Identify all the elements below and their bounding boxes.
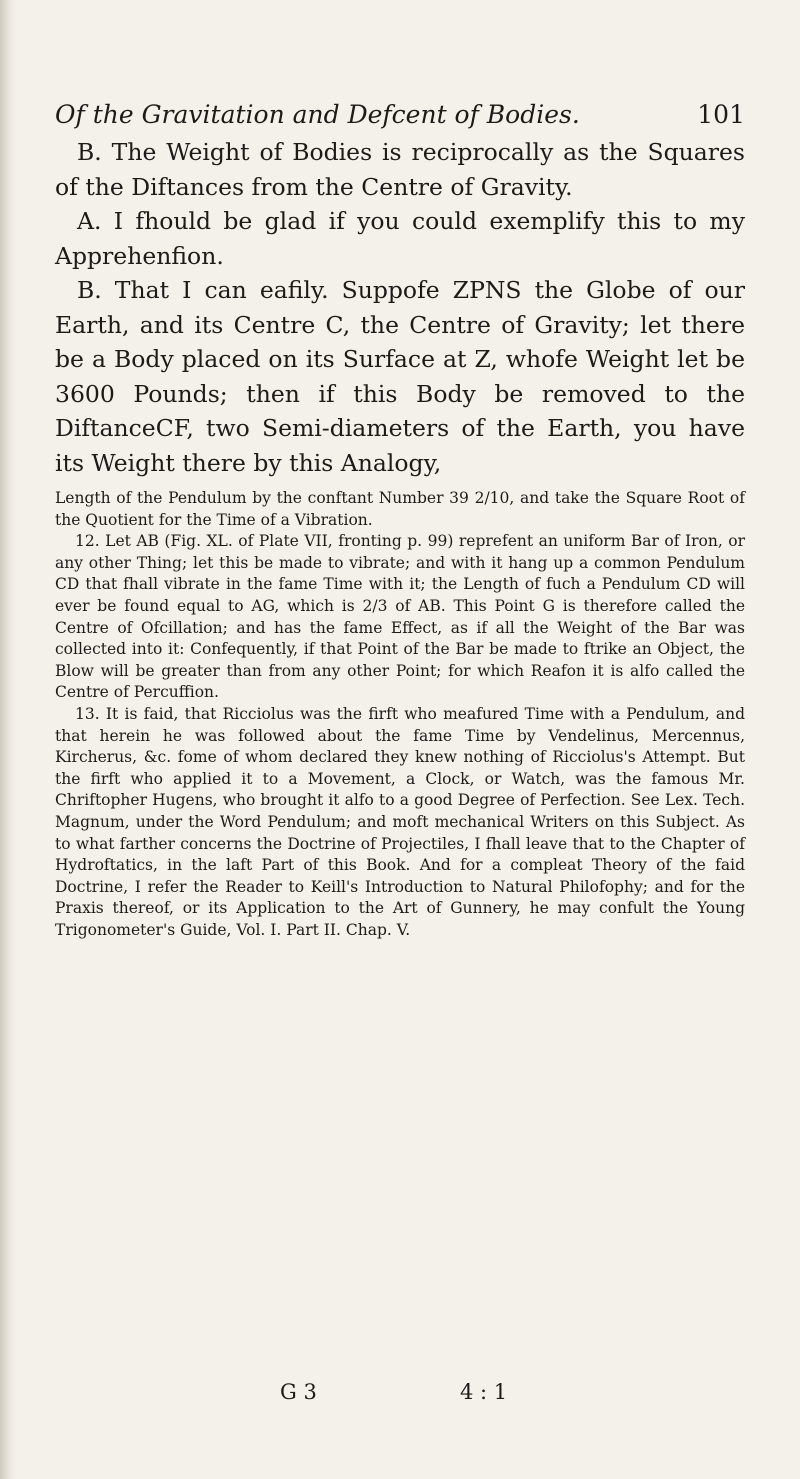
footnote-12: 12. Let AB (Fig. XL. of Plate VII, fronting p. 99) reprefent an uniform Bar of Iron, or any other Thing; let this be made to vibrate; and with it hang up a common Pendulum CD that fhall vibrate in the fame Time with it; the Length of fuch a Pendulum CD will ever be found equal to AG, which is 2/3 of AB. This Point G is therefore called the Centre of Ofcillation; and has the fame Effect, as if all the Weight of the Bar was collected into it: Confequently, if that Point of the Bar be made to ftrike an Object, the Blow will be greater than from any other Point; for which Reafon it is alfo called the Centre of Percuffion. — [55, 532, 745, 702]
paragraph-2: A. I fhould be glad if you could exemplify this to my Apprehenfion. — [55, 207, 745, 270]
main-text — [55, 135, 745, 480]
footnote-13: 13. It is faid, that Ricciolus was the firft who meafured Time with a Pendulum, and that herein he was followed about the fame Time by Vendelinus, Mercennus, Kircherus, &c. fome of whom declared they knew nothing of Ricciolus's Attempt. But the firft who applied it to a Movement, a Clock, or Watch, was the famous Mr. Chriftopher Hugens, who brought it alfo to a good Degree of Perfection. See Lex. Tech. Magnum, under the Word Pendulum; and moft mechanical Writers on this Subject. As to what farther concerns the Doctrine of Projectiles, I fhall leave that to the Chapter of Hydroftatics, in the laft Part of this Book. And for a compleat Theory of the faid Doctrine, I refer the Reader to Keill's Introduction to Natural Philofophy; and for the Praxis thereof, or its Application to the Art of Gunnery, he may confult the Young Trigonometer's Guide, Vol. I. Part II. Chap. V. — [55, 704, 745, 939]
page-number: 101 — [697, 100, 745, 129]
running-title: Of the Gravitation and Defcent of Bodies. — [55, 100, 580, 129]
footnote-continued: Length of the Pendulum by the conftant Number 39 2/10, and take the Square Root of the Quotient for the Time of a Vibration. — [55, 489, 745, 529]
paragraph-1: B. The Weight of Bodies is reciprocally as the Squares of the Diftances from the Centre of Gravity. — [55, 138, 745, 201]
footnotes — [55, 488, 745, 941]
page-gutter-shadow — [0, 0, 16, 1479]
running-header — [55, 100, 745, 129]
book-page — [55, 100, 745, 941]
signature-mark: G 3 — [280, 1380, 317, 1404]
catchword: 4 : 1 — [460, 1380, 508, 1404]
paragraph-3: B. That I can eafily. Suppofe ZPNS the Globe of our Earth, and its Centre C, the Centre of Gravity; let there be a Body placed on its Surface at Z, whofe Weight let be 3600 Pounds; then if this Body be removed to the DiftanceCF, two Semi-diameters of the Earth, you have its Weight there by this Analogy, — [55, 276, 745, 477]
